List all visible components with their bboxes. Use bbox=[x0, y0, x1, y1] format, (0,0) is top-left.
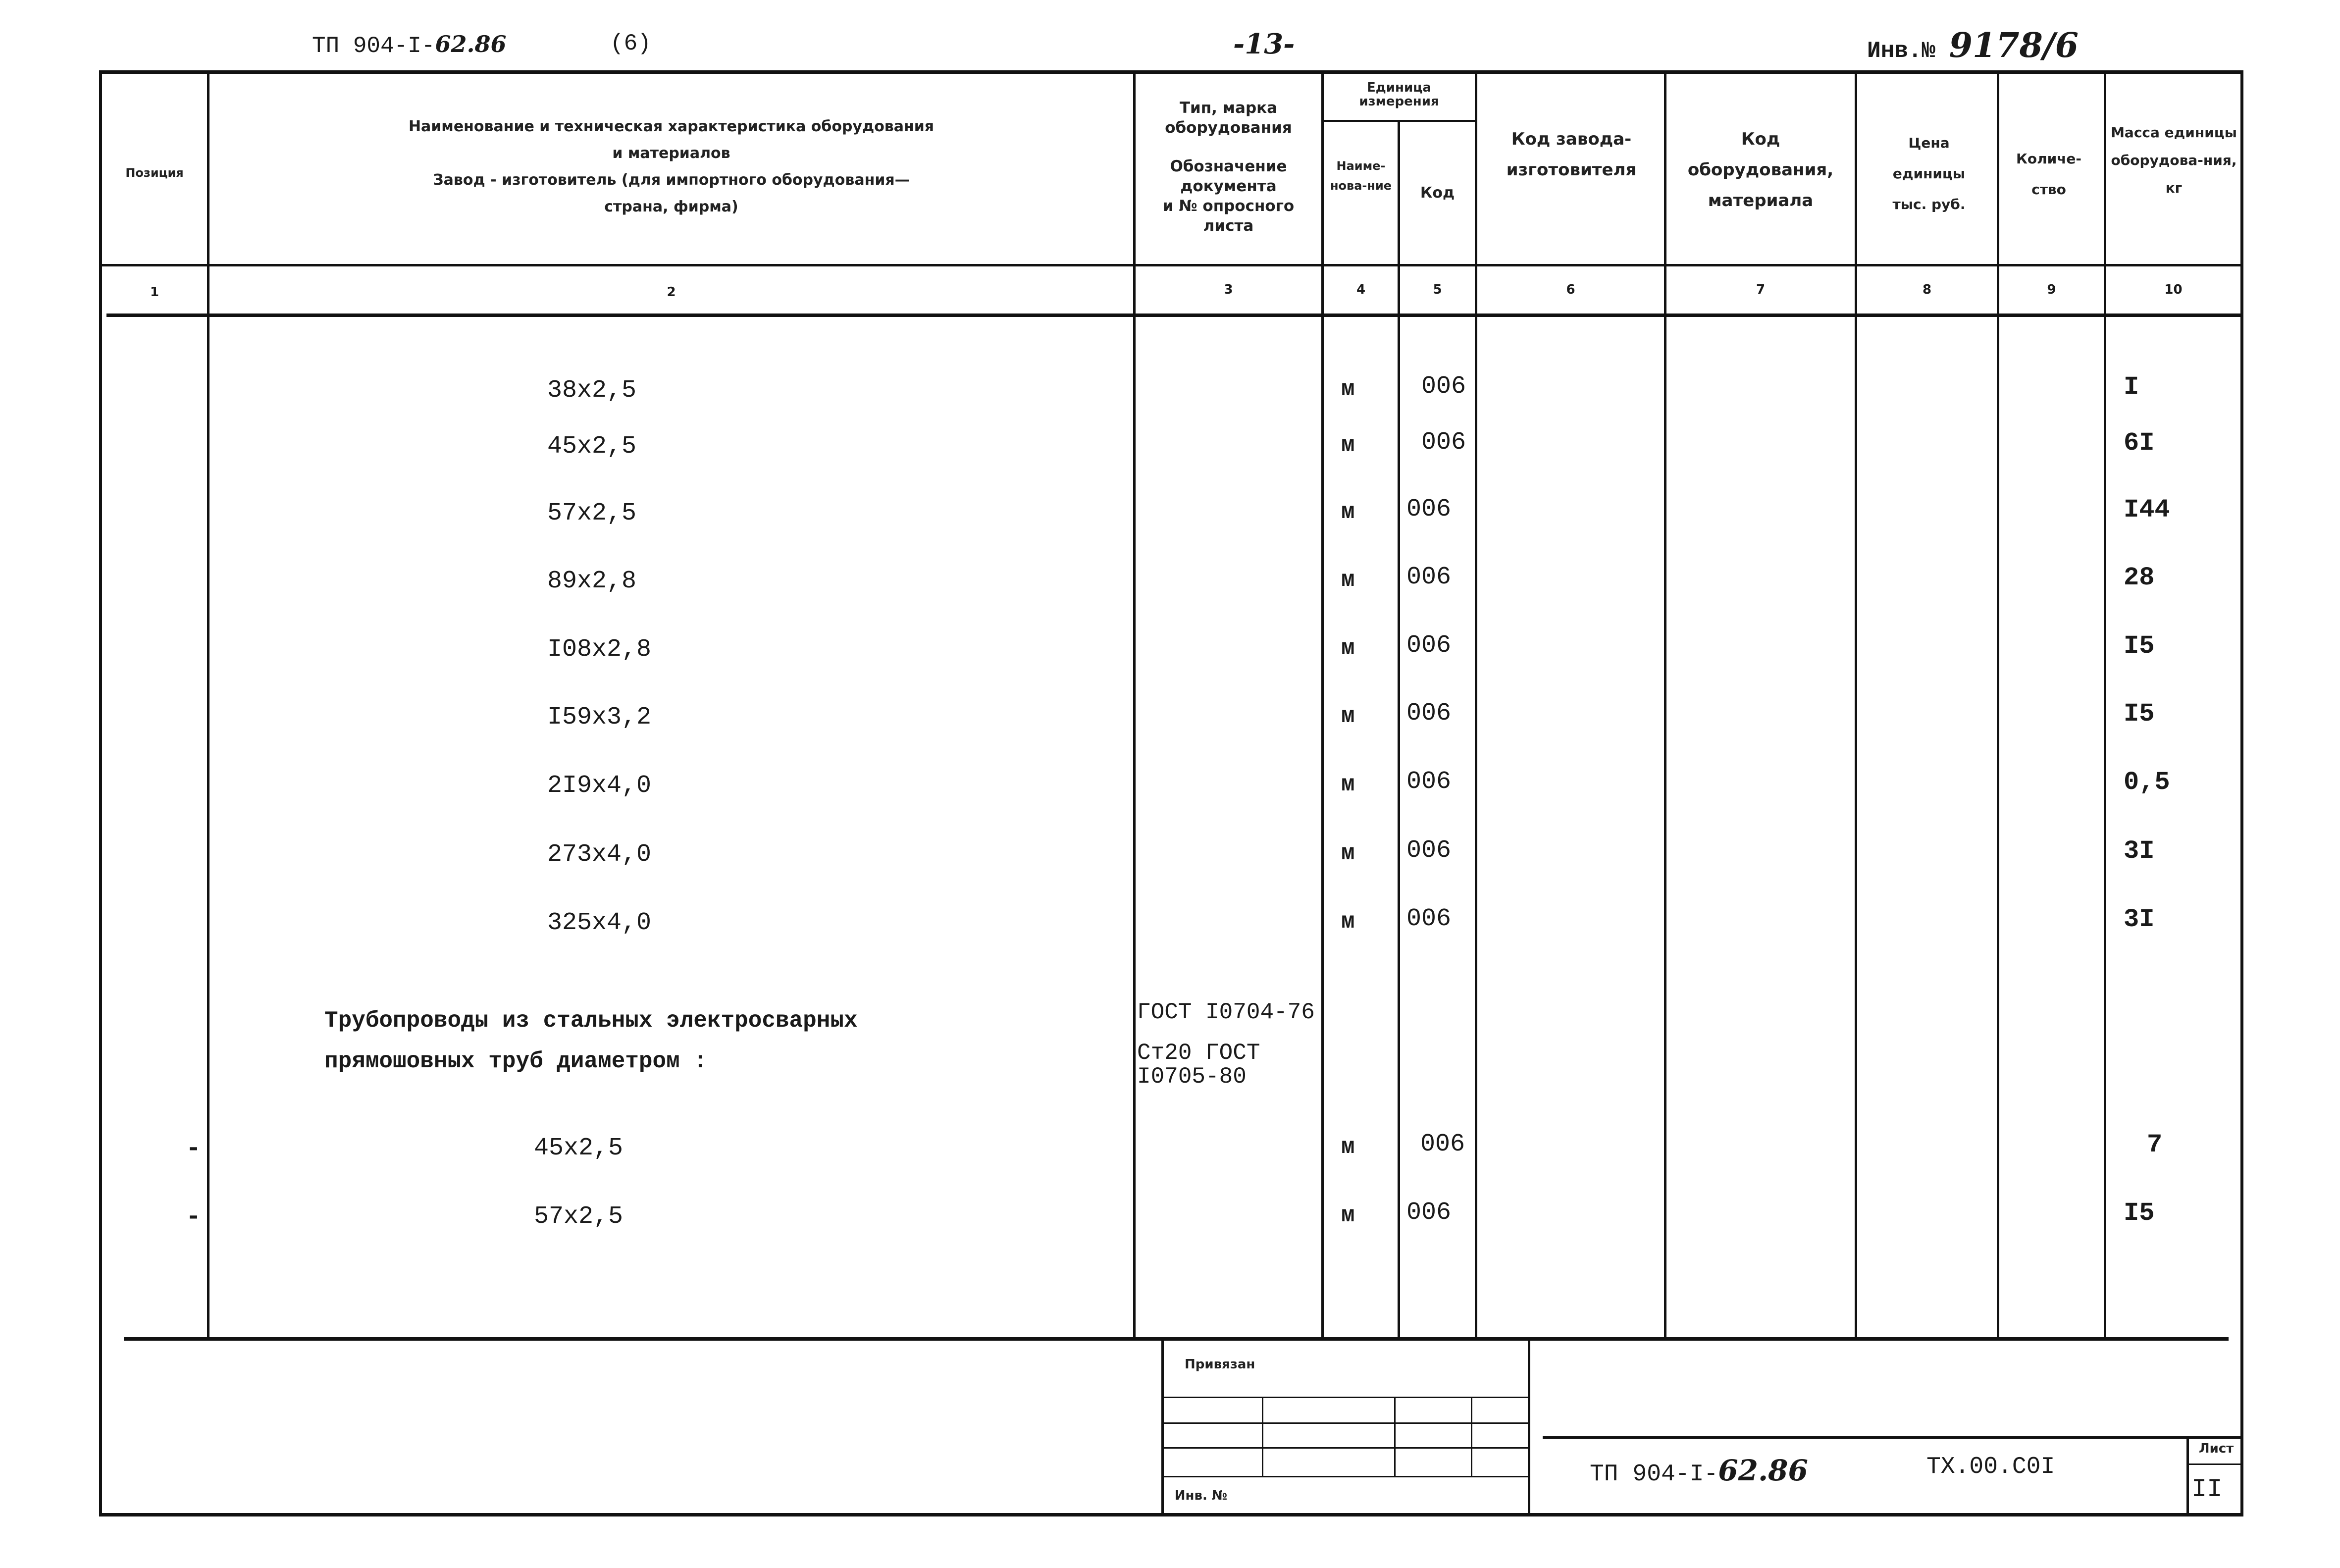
colnum-3: 3 bbox=[1224, 282, 1233, 297]
col-border-8-9 bbox=[1997, 70, 1999, 1338]
colnum-4: 4 bbox=[1356, 282, 1366, 297]
row-6-code: 006 bbox=[1406, 699, 1452, 728]
group-type-line1: ГОСТ I0704-76 bbox=[1137, 999, 1315, 1025]
row-3-mass: I44 bbox=[2124, 495, 2170, 524]
row-9-unit: м bbox=[1341, 909, 1355, 935]
header-mass: Масса единицы оборудова-ния, кг bbox=[2111, 124, 2237, 196]
row-7-code: 006 bbox=[1406, 768, 1452, 796]
group-type-line2: Ст20 ГОСТ bbox=[1137, 1040, 1260, 1066]
colnum-10: 10 bbox=[2164, 282, 2183, 297]
colnum-1: 1 bbox=[150, 285, 159, 300]
col-border-4-5 bbox=[1398, 120, 1400, 1338]
row-4-name: 89x2,8 bbox=[547, 567, 637, 595]
row-1-code: 006 bbox=[1421, 372, 1466, 401]
col-border-right bbox=[2240, 70, 2243, 1516]
colnum-8: 8 bbox=[1922, 282, 1932, 297]
header-divider-line bbox=[99, 264, 2243, 266]
row-10-unit: м bbox=[1341, 1134, 1355, 1160]
stamp-right-border bbox=[1528, 1340, 1530, 1516]
header-unit-group: Единица измерения bbox=[1359, 80, 1439, 109]
group-title-line2: прямошовных труб диаметром : bbox=[324, 1048, 707, 1074]
row-5-mass: I5 bbox=[2124, 631, 2155, 661]
row-8-name: 273x4,0 bbox=[547, 840, 652, 869]
row-10-name: 45x2,5 bbox=[534, 1134, 624, 1162]
row-11-name: 57x2,5 bbox=[534, 1202, 624, 1231]
row-2-code: 006 bbox=[1421, 428, 1466, 457]
row-5-name: I08x2,8 bbox=[547, 635, 652, 664]
header-type-line2: оборудования bbox=[1165, 119, 1292, 137]
header-type-line4: документа bbox=[1180, 177, 1277, 195]
row-1-name: 38x2,5 bbox=[547, 376, 637, 405]
colnum-bottom-line bbox=[106, 314, 2243, 317]
stamp-code: ТХ.00.С0I bbox=[1926, 1454, 2055, 1480]
row-1-mass: I bbox=[2124, 372, 2139, 402]
colnum-6: 6 bbox=[1566, 282, 1575, 297]
row-4-code: 006 bbox=[1406, 563, 1452, 591]
group-title-line1: Трубопроводы из стальных электросварных bbox=[324, 1008, 858, 1034]
col-border-3-4 bbox=[1321, 70, 1324, 1338]
stamp-designation bbox=[1590, 1454, 1808, 1488]
row-7-unit: м bbox=[1341, 772, 1355, 797]
row-4-unit: м bbox=[1341, 567, 1355, 593]
header-type-line3: Обозначение bbox=[1170, 157, 1287, 175]
row-5-code: 006 bbox=[1406, 631, 1452, 660]
row-4-mass: 28 bbox=[2124, 563, 2155, 592]
col-border-1-2 bbox=[207, 70, 209, 1338]
inventory-number bbox=[1867, 26, 2079, 65]
row-8-unit: м bbox=[1341, 840, 1355, 866]
header-price: Цена единицы тыс. руб. bbox=[1892, 135, 1966, 212]
row-11-mass: I5 bbox=[2124, 1199, 2155, 1228]
row-2-mass: 6I bbox=[2124, 428, 2155, 458]
sheet-cell-left-border bbox=[2186, 1436, 2189, 1516]
colnum-2: 2 bbox=[667, 285, 676, 300]
section-number: (6) bbox=[610, 31, 651, 56]
header-name-line3: Завод - изготовитель (для импортного оборудования— bbox=[433, 171, 910, 189]
group-type bbox=[1137, 1000, 1315, 1089]
row-3-name: 57x2,5 bbox=[547, 499, 637, 527]
doc-number-handwritten: 62.86 bbox=[435, 31, 507, 57]
doc-designation-top bbox=[312, 31, 507, 59]
row-11-unit: м bbox=[1341, 1202, 1355, 1228]
col-border-2-3 bbox=[1133, 70, 1136, 1338]
stamp-row-line-2 bbox=[1164, 1422, 1528, 1424]
colnum-5: 5 bbox=[1433, 282, 1442, 297]
row-6-name: I59x3,2 bbox=[547, 703, 652, 732]
stamp-row-line-1 bbox=[1164, 1397, 1528, 1398]
row-8-mass: 3I bbox=[2124, 836, 2155, 866]
header-type-line1: Тип, марка bbox=[1179, 99, 1278, 117]
header-equipment-code: Код оборудования, материала bbox=[1687, 129, 1834, 210]
header-type-line5: и № опросного bbox=[1162, 197, 1295, 215]
stamp-cell-divider-1 bbox=[1262, 1397, 1263, 1476]
row-3-code: 006 bbox=[1406, 495, 1452, 523]
sheet-cell-divider bbox=[2189, 1463, 2241, 1465]
stamp-cell-divider-2 bbox=[1394, 1397, 1396, 1476]
row-5-unit: м bbox=[1341, 635, 1355, 661]
doc-prefix: ТП 904-I- bbox=[312, 33, 435, 59]
row-10-code: 006 bbox=[1420, 1130, 1465, 1158]
stamp-doc-prefix: ТП 904-I- bbox=[1590, 1461, 1718, 1488]
group-title bbox=[324, 1000, 858, 1082]
colnum-9: 9 bbox=[2047, 282, 2056, 297]
row-10-mass: 7 bbox=[2147, 1130, 2163, 1159]
header-name-line4: страна, фирма) bbox=[604, 198, 738, 215]
col-border-6-7 bbox=[1664, 70, 1666, 1338]
col-border-9-10 bbox=[2104, 70, 2106, 1338]
header-type bbox=[1136, 98, 1321, 236]
row-2-name: 45x2,5 bbox=[547, 432, 637, 461]
stamp-linked-label: Привязан bbox=[1185, 1357, 1255, 1372]
row-11-code: 006 bbox=[1406, 1199, 1452, 1227]
sheet-label: Лист bbox=[2199, 1441, 2234, 1456]
row-6-unit: м bbox=[1341, 703, 1355, 729]
sheet-number: II bbox=[2191, 1475, 2223, 1504]
header-position: Позиция bbox=[125, 166, 184, 180]
table-body-bottom-line bbox=[124, 1337, 2229, 1341]
header-unit-code: Код bbox=[1420, 184, 1455, 202]
colnum-7: 7 bbox=[1756, 282, 1766, 297]
row-11-position: - bbox=[186, 1202, 202, 1232]
header-type-line6: листа bbox=[1203, 217, 1254, 235]
row-7-name: 2I9x4,0 bbox=[547, 772, 652, 800]
stamp-cell-divider-3 bbox=[1471, 1397, 1472, 1476]
header-unit-name: Наиме-нова-ние bbox=[1330, 159, 1392, 193]
row-3-unit: м bbox=[1341, 499, 1355, 525]
frame-bottom-line bbox=[99, 1513, 2243, 1516]
group-type-line3: I0705-80 bbox=[1137, 1064, 1247, 1090]
header-name-line2: и материалов bbox=[612, 145, 730, 162]
row-2-unit: м bbox=[1341, 432, 1355, 458]
row-10-position: - bbox=[186, 1134, 202, 1163]
row-7-mass: 0,5 bbox=[2124, 768, 2170, 797]
row-6-mass: I5 bbox=[2124, 699, 2155, 729]
row-9-mass: 3I bbox=[2124, 905, 2155, 934]
header-quantity: Количе-ство bbox=[2016, 151, 2082, 198]
col-border-5-6 bbox=[1475, 70, 1477, 1338]
stamp-row-line-4 bbox=[1164, 1476, 1528, 1477]
header-name bbox=[209, 110, 1133, 217]
col-border-7-8 bbox=[1855, 70, 1857, 1338]
header-name-line1: Наименование и техническая характеристика оборудования bbox=[408, 118, 935, 135]
row-8-code: 006 bbox=[1406, 836, 1452, 865]
inventory-label: Инв.№ bbox=[1867, 38, 1936, 64]
stamp-row-line-3 bbox=[1164, 1447, 1528, 1449]
row-9-code: 006 bbox=[1406, 905, 1452, 933]
row-1-unit: м bbox=[1341, 376, 1355, 402]
stamp-doc-handwritten: 62.86 bbox=[1718, 1454, 1808, 1487]
inventory-handwritten: 9178/6 bbox=[1949, 26, 2079, 65]
table-top-line bbox=[99, 70, 2243, 74]
header-plant-code: Код завода-изготовителя bbox=[1506, 129, 1637, 180]
row-9-name: 325x4,0 bbox=[547, 909, 652, 937]
stamp-designation-line bbox=[1543, 1436, 2243, 1439]
stamp-inv-label: Инв. № bbox=[1174, 1488, 1228, 1503]
page-number: -13- bbox=[1233, 28, 1295, 60]
